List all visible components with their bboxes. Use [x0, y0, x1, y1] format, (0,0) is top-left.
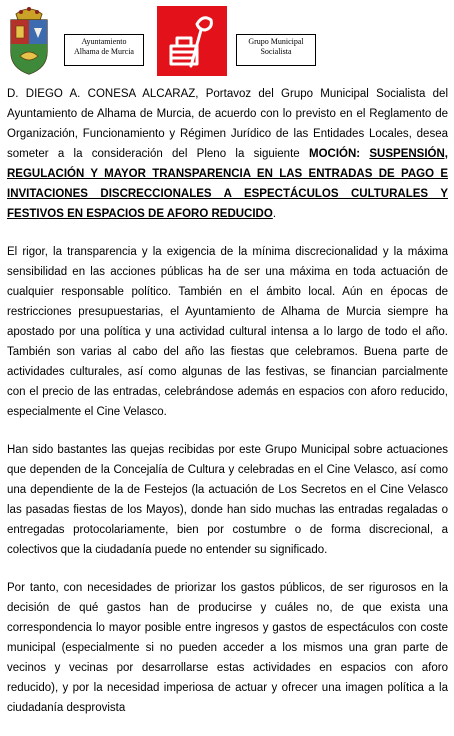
grupo-municipal-box: [236, 34, 316, 66]
coat-of-arms-icon: [6, 4, 52, 76]
letterhead: [0, 0, 454, 84]
grupo-line1: Grupo Municipal: [248, 37, 304, 46]
intro-text: D. DIEGO A. CONESA ALCARAZ, Portavoz del Grupo Municipal Socialista del Ayuntamiento de Alhama de Murcia, de acuerdo con lo previsto en el Reglamento de Organización, Funcionamiento y Régimen Jurídico de las Entidades Locales, desea someter a la consideración del Pleno la siguiente: [7, 88, 448, 160]
paragraph-context: El rigor, la transparencia y la exigencia de la mínima discrecionalidad y la máxima sensibilidad en las acciones públicas ha de ser una máxima en toda actuación de cualquier responsable político. También en el ámbito local. Aún en épocas de restricciones presupuestarias, el Ayuntamiento de Alhama de Murcia siempre ha apostado por una política y una actividad cultural intensa a lo largo de todo el año. También son varias al cabo del año las fiestas que celebramos. Buena parte de actividades culturales, así como algunas de las festivas, se financian parcialmente con el precio de las entradas, celebrándose además en espacios con aforo reducido, especialmente el Cine Velasco.: [7, 246, 448, 418]
intro-paragraph: [7, 84, 448, 224]
psoe-logo: [157, 6, 227, 76]
ayuntamiento-line1: Ayuntamiento: [81, 37, 127, 46]
fist-and-rose-icon: [157, 6, 227, 76]
ayuntamiento-line2: Alhama de Murcia: [74, 47, 134, 56]
grupo-line2: Socialista: [260, 47, 292, 56]
mocion-label: MOCIÓN:: [308, 148, 370, 160]
motion-title: SUSPENSIÓN, REGULACIÓN Y MAYOR TRANSPARENCIA EN LAS ENTRADAS DE PAGO E INVITACIONES DISCRECCIONALES A ESPECTÁCULOS CULTURALES Y FESTIVOS EN ESPACIOS DE AFORO REDUCIDO: [7, 148, 448, 220]
document-body: [7, 84, 448, 736]
ayuntamiento-box: [64, 34, 144, 66]
paragraph-complaints: Han sido bastantes las quejas recibidas por este Grupo Municipal sobre actuaciones que dependen de la Concejalía de Cultura y celebradas en el Cine Velasco, así como una dependiente de la de Festejos (la actuación de Los Secretos en el Cine Velasco las pasadas fiestas de los Mayos), donde han sido muchas las entradas regaladas o entregadas protocolariamente, bien por costumbre o de forma discrecional, a colectivos que la ciudadanía puede no entender su significado.: [7, 444, 448, 556]
paragraph-therefore: Por tanto, con necesidades de priorizar los gastos públicos, de ser rigurosos en la decisión de qué gastos han de producirse y cuáles no, de que exista una correspondencia lo mayor posible entre ingresos y gastos de espectáculos con coste municipal (especialmente si no pueden acceder a los mismos una gran parte de vecinos y vecinas por desarrollarse estas actividades en espacios con aforo reducido), y por la necesidad imperiosa de actuar y ofrecer una imagen política a la ciudadanía desprovista: [7, 582, 448, 714]
intro-end: .: [272, 208, 277, 220]
